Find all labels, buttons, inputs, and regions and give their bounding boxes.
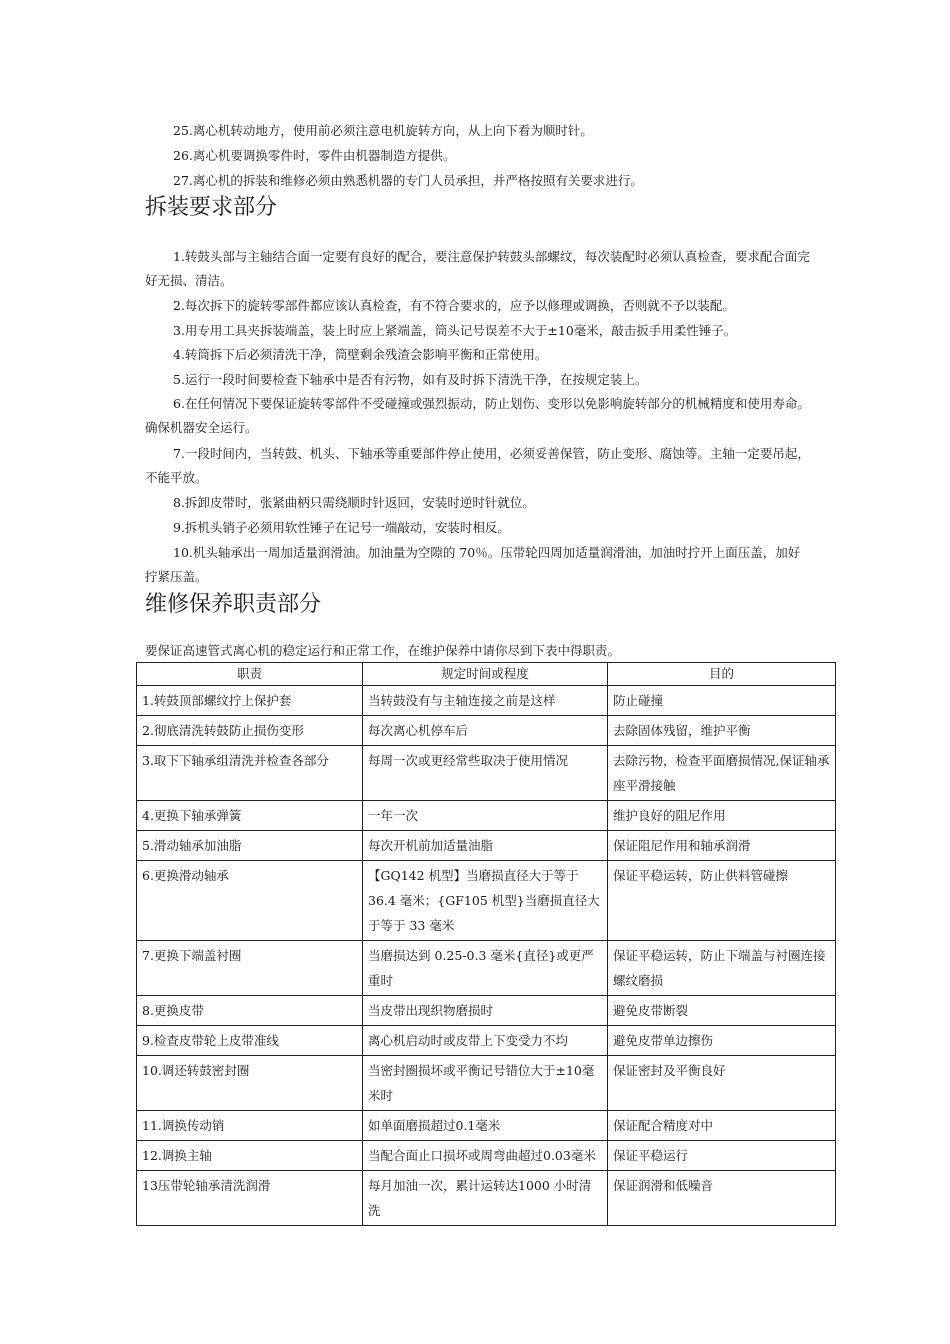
purpose-cell: 去除污物，检查平面磨损情况,保证轴承座平滑接触 <box>608 746 836 801</box>
maintenance-duty-table <box>136 662 836 1226</box>
paragraph-item-26: 26.离心机要调换零件时，零件由机器制造方提供。 <box>173 148 456 163</box>
header-duty: 职责 <box>137 663 363 686</box>
table-header-row <box>137 663 836 686</box>
purpose-cell: 防止碰撞 <box>608 686 836 716</box>
schedule-cell: 当配合面止口损坏或周弯曲超过0.03毫米 <box>363 1141 608 1171</box>
purpose-cell: 保证配合精度对中 <box>608 1111 836 1141</box>
disassembly-item-5: 5.运行一段时间要检查下轴承中是否有污物，如有及时拆下清洗干净，在按规定装上。 <box>173 372 648 387</box>
duty-cell: 8.更换皮带 <box>137 996 363 1026</box>
disassembly-item-10: 10.机头轴承出一周加适量润滑油。加油量为空隙的 70％。压带轮四周加适量润滑油，加油时拧开上面压盖，加好拧紧压盖。 <box>145 545 801 584</box>
schedule-cell: 每次离心机停车后 <box>363 716 608 746</box>
table-row <box>137 716 836 746</box>
table-row <box>137 746 836 801</box>
duty-cell: 12.调换主轴 <box>137 1141 363 1171</box>
schedule-cell: 一年一次 <box>363 801 608 831</box>
schedule-cell: 每周一次或更经常些取决于使用情况 <box>363 746 608 801</box>
table-row <box>137 996 836 1026</box>
disassembly-item-1: 1.转鼓头部与主轴结合面一定要有良好的配合，要注意保护转鼓头部螺纹，每次装配时必须认真检查，要求配合面完好无损、清洁。 <box>145 249 810 288</box>
schedule-cell: 每次开机前加适量油脂 <box>363 831 608 861</box>
duty-cell: 11.调换传动销 <box>137 1111 363 1141</box>
purpose-cell: 保证阻尼作用和轴承润滑 <box>608 831 836 861</box>
header-purpose: 目的 <box>608 663 836 686</box>
duty-cell: 7.更换下端盖衬圈 <box>137 941 363 996</box>
table-row <box>137 831 836 861</box>
disassembly-item-8: 8.拆卸皮带时，张紧曲柄只需绕顺时针返回，安装时逆时针就位。 <box>173 495 535 510</box>
duty-cell: 4.更换下轴承弹簧 <box>137 801 363 831</box>
schedule-cell: 每月加油一次，累计运转达1000 小时清洗 <box>363 1171 608 1226</box>
duty-cell: 9.检查皮带轮上皮带准线 <box>137 1026 363 1056</box>
paragraph-item-25: 25.离心机转动地方，使用前必须注意电机旋转方向，从上向下看为顺时针。 <box>173 123 593 138</box>
maintenance-intro: 要保证高速管式离心机的稳定运行和正常工作，在维护保养中请你尽到下表中得职责。 <box>145 643 621 658</box>
duty-cell: 13压带轮轴承清洗润滑 <box>137 1171 363 1226</box>
disassembly-item-2: 2.每次拆下的旋转零部件都应该认真检查，有不符合要求的，应予以修理或调换，否则就不予以装配。 <box>173 298 735 313</box>
schedule-cell: 当密封圈损坏或平衡记号错位大于±10毫米时 <box>363 1056 608 1111</box>
disassembly-item-6: 6.在任何情况下要保证旋转零部件不受碰撞或强烈振动，防止划伤、变形以免影响旋转部分的机械精度和使用寿命。确保机器安全运行。 <box>145 396 810 435</box>
header-schedule: 规定时间或程度 <box>363 663 608 686</box>
duty-cell: 2.彻底清洗转鼓防止损伤变形 <box>137 716 363 746</box>
paragraph-item-27: 27.离心机的拆装和维修必须由熟悉机器的专门人员承担，并严格按照有关要求进行。 <box>173 173 643 188</box>
purpose-cell: 保证平稳运转，防止供料管碰擦 <box>608 861 836 941</box>
section-heading-maintenance: 维修保养职责部分 <box>145 592 322 617</box>
disassembly-item-9: 9.拆机头销子必须用软性锤子在记号一端敲动，安装时相反。 <box>173 520 510 535</box>
table-row <box>137 861 836 941</box>
schedule-cell: 【GQ142 机型】当磨损直径大于等于36.4 毫米；{GF105 机型}当磨损直径大于等于 33 毫米 <box>363 861 608 941</box>
disassembly-item-7: 7.一段时间内，当转鼓、机头、下轴承等重要部件停止使用，必须妥善保管，防止变形、腐蚀等。主轴一定要吊起，不能平放。 <box>145 446 810 485</box>
table-row <box>137 1056 836 1111</box>
purpose-cell: 去除固体残留，维护平衡 <box>608 716 836 746</box>
table-row <box>137 941 836 996</box>
duty-cell: 6.更换滑动轴承 <box>137 861 363 941</box>
schedule-cell: 离心机启动时或皮带上下变受力不均 <box>363 1026 608 1056</box>
purpose-cell: 保证平稳运行 <box>608 1141 836 1171</box>
table-row <box>137 1171 836 1226</box>
table-row <box>137 1141 836 1171</box>
schedule-cell: 如单面磨损超过0.1毫米 <box>363 1111 608 1141</box>
purpose-cell: 保证密封及平衡良好 <box>608 1056 836 1111</box>
purpose-cell: 维护良好的阻尼作用 <box>608 801 836 831</box>
purpose-cell: 保证润滑和低噪音 <box>608 1171 836 1226</box>
table-row <box>137 686 836 716</box>
schedule-cell: 当皮带出现织物磨损时 <box>363 996 608 1026</box>
duty-cell: 3.取下下轴承组清洗并检查各部分 <box>137 746 363 801</box>
disassembly-item-4: 4.转筒拆下后必须清洗干净，筒壁剩余残渣会影响平衡和正常使用。 <box>173 347 548 362</box>
duty-cell: 5.滑动轴承加油脂 <box>137 831 363 861</box>
table-row <box>137 801 836 831</box>
disassembly-item-3: 3.用专用工具夹拆装端盖，装上时应上紧端盖，筒头记号误差不大于±10毫米，敲击扳手用柔性锤子。 <box>173 323 737 338</box>
duty-cell: 10.调还转鼓密封圈 <box>137 1056 363 1111</box>
duty-cell: 1.转鼓顶部螺纹拧上保护套 <box>137 686 363 716</box>
purpose-cell: 避免皮带单边擦伤 <box>608 1026 836 1056</box>
table-row <box>137 1026 836 1056</box>
schedule-cell: 当磨损达到 0.25-0.3 毫米{直径}或更严重时 <box>363 941 608 996</box>
table-row <box>137 1111 836 1141</box>
purpose-cell: 保证平稳运转，防止下端盖与衬圈连接螺纹磨损 <box>608 941 836 996</box>
schedule-cell: 当转鼓没有与主轴连接之前是这样 <box>363 686 608 716</box>
section-heading-disassembly: 拆装要求部分 <box>145 195 278 220</box>
purpose-cell: 避免皮带断裂 <box>608 996 836 1026</box>
